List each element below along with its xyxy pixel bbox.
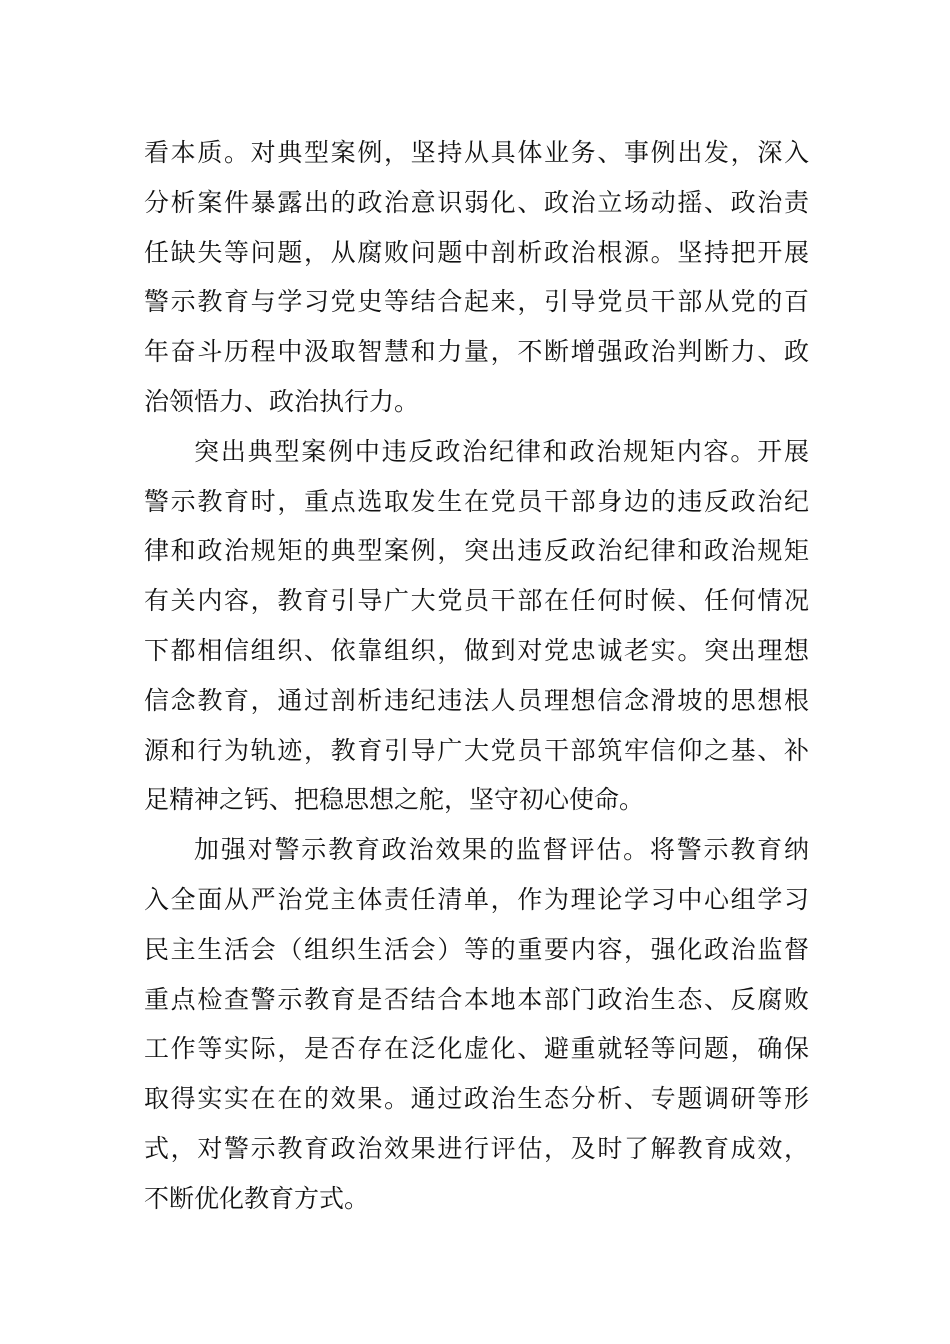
text-line: 信念教育，通过剖析违纪违法人员理想信念滑坡的思想根 <box>144 685 809 715</box>
paragraph-3 <box>144 825 809 1223</box>
text-line: 足精神之钙、把稳思想之舵，坚守初心使命。 <box>144 785 645 815</box>
text-line: 式，对警示教育政治效果进行评估，及时了解教育成效， <box>144 1133 809 1163</box>
text-line: 取得实实在在的效果。通过政治生态分析、专题调研等形 <box>144 1084 809 1114</box>
text-line: 工作等实际，是否存在泛化虚化、避重就轻等问题，确保 <box>144 1034 809 1064</box>
text-line: 任缺失等问题，从腐败问题中剖析政治根源。坚持把开展 <box>144 237 809 267</box>
text-line: 警示教育与学习党史等结合起来，引导党员干部从党的百 <box>144 287 809 317</box>
text-line: 重点检查警示教育是否结合本地本部门政治生态、反腐败 <box>144 984 809 1014</box>
text-line: 有关内容，教育引导广大党员干部在任何时候、任何情况 <box>144 586 809 616</box>
text-line: 分析案件暴露出的政治意识弱化、政治立场动摇、政治责 <box>144 187 809 217</box>
text-line: 突出典型案例中违反政治纪律和政治规矩内容。开展 <box>194 436 809 466</box>
body-text <box>144 128 809 1224</box>
text-line: 看本质。对典型案例，坚持从具体业务、事例出发，深入 <box>144 138 809 167</box>
paragraph-2 <box>144 427 809 825</box>
paragraph-1 <box>144 128 809 427</box>
text-line: 下都相信组织、依靠组织，做到对党忠诚老实。突出理想 <box>144 635 809 665</box>
text-line: 源和行为轨迹，教育引导广大党员干部筑牢信仰之基、补 <box>144 735 809 765</box>
text-line: 民主生活会（组织生活会）等的重要内容，强化政治监督 <box>144 934 809 964</box>
text-line: 律和政治规矩的典型案例，突出违反政治纪律和政治规矩 <box>144 536 809 566</box>
text-line: 治领悟力、政治执行力。 <box>144 386 420 416</box>
text-line: 年奋斗历程中汲取智慧和力量，不断增强政治判断力、政 <box>144 337 809 367</box>
text-line: 入全面从严治党主体责任清单，作为理论学习中心组学习 <box>144 884 809 914</box>
text-line: 警示教育时，重点选取发生在党员干部身边的违反政治纪 <box>144 486 809 516</box>
text-line: 不断优化教育方式。 <box>144 1183 370 1213</box>
text-line: 加强对警示教育政治效果的监督评估。将警示教育纳 <box>194 835 809 865</box>
